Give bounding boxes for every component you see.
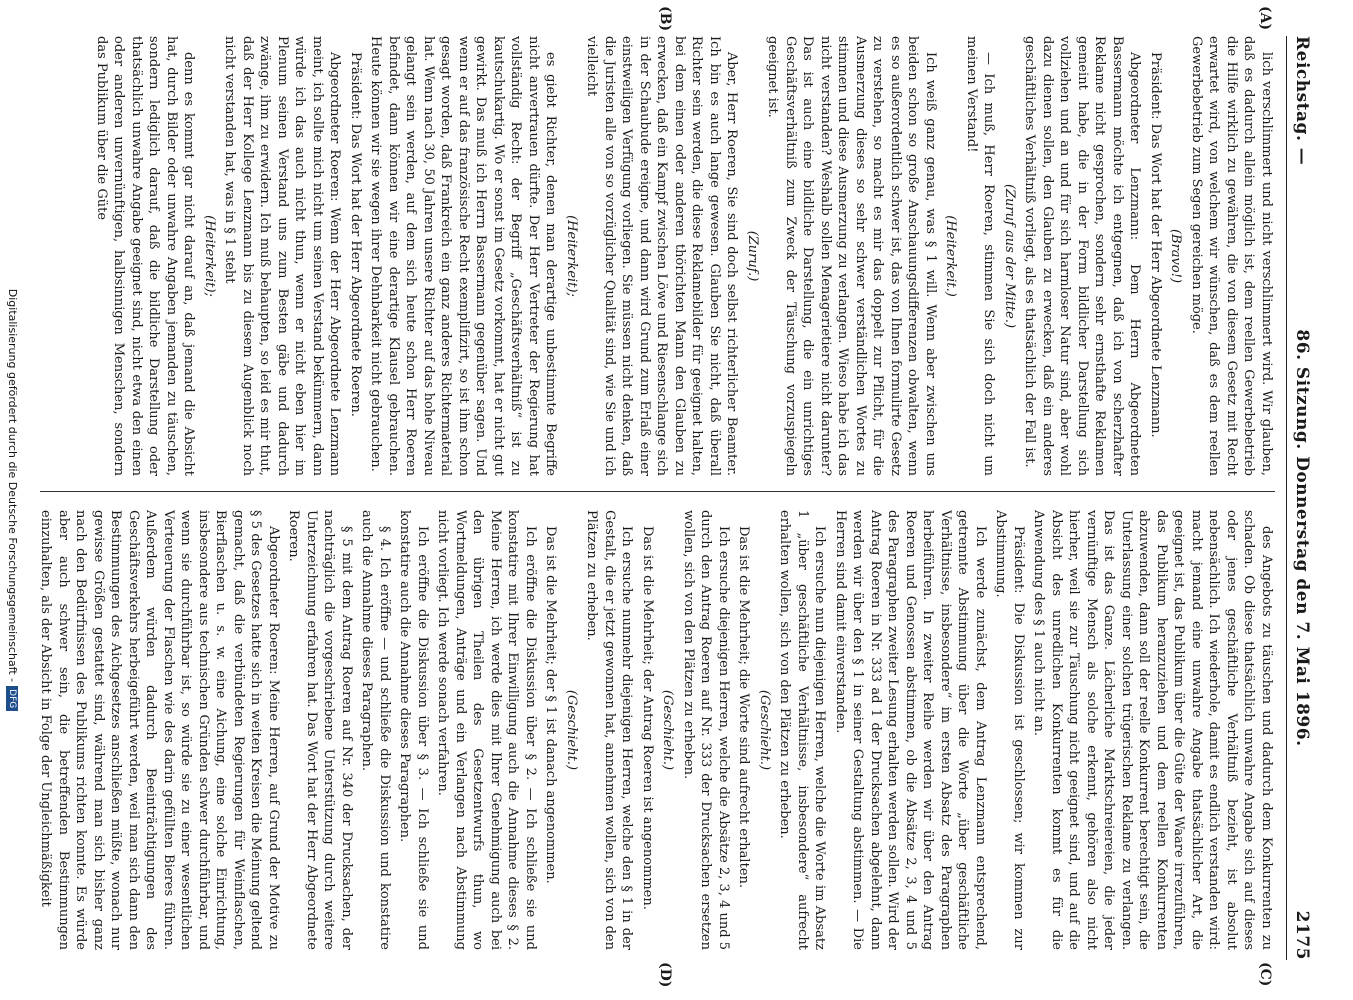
stage-direction: (Bravo!) [1168,228,1184,284]
dfg-logo: DFG [6,686,18,711]
stage-direction: (Heiterkeit.) [943,215,959,297]
paragraph: Präsident: Die Diskussion ist geschlossen; wir kommen zur Abstimmung. [993,510,1026,950]
digitization-credit [6,0,19,1000]
paragraph: lich verschlimmert und nicht verschlimmert wird. Wir glauben, daß es dadurch allein möglich ist, dem reellen Gewerbebetrieb die Hilfe wirklich zu gewähren, die von diesem Gesetz mit Recht erwartet wird, von welchem wir wünschen, daß es dem reellen Gewerbebetrieb zum Segen gereichen möge. [1189,36,1274,476]
stage-direction: (Zuruf aus der Mitte.) [1002,183,1017,329]
paragraph: Das ist die Mehrheit; der § 1 ist danach angenommen. [543,526,559,884]
stage-direction: (Geschieht.) [660,689,676,771]
paragraph: Ich eröffne die Diskussion über § 3. — Ich schließe sie und konstatire auch die Annahme dieses Paragraphen. [397,510,430,950]
header-left: Reichstag. — [1292,36,1312,166]
right-column [30,510,1275,950]
page-header [1286,36,1317,960]
margin-marker-c: (C) [1257,962,1273,987]
paragraph: § 4. Ich eröffne — und schließe die Diskussion und konstatire auch die Annahme dieses Paragraphen. [359,510,392,950]
header-title: 86. Sitzung. Donnerstag den 7. Mai 1896. [1292,329,1312,747]
stage-direction: (Heiterkeit); [202,215,217,297]
paragraph: Ich ersuche nun diejenigen Herren, welche die Worte im Absatz 1 „über geschäftliche Verhältnisse, insbesondere“ aufrecht erhalten wollen, sich von den Plätzen zu erheben. [777,510,828,950]
paragraph: § 5 mit dem Antrag Roeren auf Nr. 340 der Drucksachen, der nachträglich die vorgeschriebene Unterstützung durch weitere Unterzeichnung erfahren hat. Das Wort hat der Herr Abgeordnete Roeren. [286,510,354,950]
paragraph: es giebt Richter, denen man derartige unbestimmte Begriffe nicht anvertrauen dürfte. Der Herr Vertreter der Regierung hat vollständig Recht: der Begriff „Geschäftsverhältniß“ ist zu kautschukartig. Wo er sonst im Gesetz vorkommt, hat er nicht gut gewirkt. Das muß ich Herrn Bassermann gegenüber sagen. Und wenn er auf das französische Recht exemplifizirt, so ist ihm schon gesagt worden, daß Frankreich ein ganz anderes Richtermaterial hat. Wenn nach 30, 50 Jahren unsere Richter auf das hohe Niveau gelangt sein werden, auf dem sich heute schon Herr Roeren befindet, dann können wir eine derartige Klausel gebrauchen. Heute können wir sie wegen ihrer Dehnbarkeit nicht gebrauchen. [368,36,559,476]
column-divider [40,491,1275,492]
credit-text: Digitalisierung gefördert durch die Deutsche Forschungsgemeinschaft - [6,288,19,683]
stage-direction: (Geschieht.) [757,689,772,771]
paragraph: Ich werde zunächst, dem Antrag Lenzmann entsprechend, getrennte Abstimmung über die Worte „über geschäftliche Verhältnisse, insbesondere“ im ersten Absatz des Paragraphen herbeiführen. In zweiter Reihe werden wir über den Antrag Roeren und Genossen abstimmen, ob die Absätze 2, 3, 4 und 5 des Paragraphen zweiter Lesung erhalten werden sollen. Wird der Antrag Roeren in Nr. 333 ad 1 der Drucksachen abgelehnt, dann werden wir über den § 1 in seiner Gestaltung abstimmen. — Die Herren sind damit einverstanden. [833,510,988,950]
paragraph: Präsident: Das Wort hat der Herr Abgeordnete Lenzmann. [1148,52,1163,438]
paragraph: Ich ersuche nunmehr diejenigen Herren, welche den § 1 in der Gestalt, die er jetzt gewonnen hat, annehmen wollen, sich von den Plätzen zu erheben. [584,510,635,950]
paragraph: Das ist die Mehrheit; der Antrag Roeren ist angenommen. [640,526,655,910]
paragraph: Präsident: Das Wort hat der Herr Abgeordnete Roeren. [348,52,363,417]
paragraph: Ich weiß ganz genau, was § 1 will. Wenn aber zwischen uns beiden schon so große Anschauungsdifferenzen obwalten, wenn es so außerordentlich schwer ist, das von Ihnen formulirte Gesetz zu verstehen, so macht es mir das doppelt zur Pflicht, für die Ausmerzung dieses so sehr schwer verständlichen Wortes zu stimmen und diese Ausmerzung zu verlangen. Wieso habe ich das nicht verstanden? Weshalb sollen Menagerietiere nicht darunter? Das ist auch eine bildliche Darstellung, die ein unrichtiges Geschäftsverhältniß zum Zweck der Täuschung vorzuspiegeln geeignet ist. [765,36,938,476]
margin-marker-b: (B) [657,6,673,32]
paragraph: Abgeordneter Roeren: Wenn der Herr Abgeordnete Lenzmann meint, ich sollte mich nicht um seinen Verstand bekümmern, dann würde ich das auch nicht thun, wenn er nicht eben hier im Plenum seinen Verstand uns zum Besten gäbe und dadurch zwänge, ihm zu erwidern. Ich muß behaupten, so leid es mir thut, daß der Herr Kollege Lenzmann bis zu diesem Augenblick noch nicht verstanden hat, was in § 1 steht [222,36,343,476]
stage-direction: (Geschieht.) [564,689,579,771]
paragraph: Ich ersuche diejenigen Herren, welche die Absätze 2, 3, 4 und 5 durch den Antrag Roeren auf Nr. 333 der Drucksachen ersetzen wollen, sich von den Plätzen zu erheben. [681,510,731,950]
paragraph: Das ist die Mehrheit; die Worte sind aufrecht erhalten. [736,526,752,889]
paragraph: des Angebots zu täuschen und dadurch dem Konkurrenten zu schaden. Ob diese thatsächlich unwahre Angabe sich auf dieses oder jenes geschäftliche Verhältniß bezieht, ist absolut nebensächlich. Ich wiederhole, damit es endlich verstanden wird: macht jemand eine unwahre Angabe thatsächlicher Art, die geeignet ist, das Publikum über die Güte der Waare irrezuführen, das Publikum heranzuziehen und dem reellen Konkurrenten abzuwenden, dann soll der reelle Konkurrent berechtigt sein, die Unterlassung einer solchen trügerischen Reklame zu verlangen. Das ist das Ganze. Lächerliche Marktschreiereien, die jeder vernünftige Mensch als solche erkennt, gehören also nicht hierher, weil sie zur Täuschung nicht geeignet sind, und auf die Absicht des unredlichen Konkurrenten kommt es für die Anwendung des § 1 auch nicht an. [1031,510,1274,950]
margin-marker-a: (A) [1257,6,1273,31]
paragraph: denn es kommt gar nicht darauf an, daß jemand die Absicht hat, durch Bilder oder unwahre Angaben jemanden zu täuschen, sondern lediglich darauf, daß die bildliche Darstellung oder thatsächlich unwahre Angabe geeignet sind, nicht etwa den einen oder anderen unvernünftigen, halbsinnigen Menschen, sondern das Publikum über die Güte [94,36,197,476]
page-number: 2175 [1292,910,1312,960]
paragraph: Abgeordneter Lenzmann: Dem Herrn Abgeordneten Bassermann möchte ich entgegnen, daß ich von scherzhafter Reklame nicht gesprochen, sondern sehr ernsthafte Reklamen gemeint habe, die in der Form bildlicher Darstellung sich vollziehen und an und für sich harmloser Natur sind, aber wohl dazu dienen sollen, den Glauben zu erwecken, daß ein anderes geschäftliches Verhältniß vorliegt, als es thatsächlich der Fall ist. [1022,36,1143,476]
stage-direction: (Zuruf.) [745,230,760,282]
margin-marker-d: (D) [657,962,673,988]
paragraph: Abgeordneter Roeren: Meine Herren, auf Grund der Motive zu § 5 des Gesetzes hatte sich in weiten Kreisen die Meinung geltend gemacht, daß die verbündeten Regierungen für Weinflaschen, Bierflaschen u. s. w. eine Aichung, eine solche Einrichtung, insbesondere aus technischen Gründen schwer durchführbar, und wenn sie durchführbar ist, so würde sie zu einer wesentlichen Verteuerung der Flaschen wie des darin gefüllten Bieres führen. Außerdem würden dadurch Beeinträchtigungen des Geschäftsverkehrs herbeigeführt werden, weil man sich dann den Bestimmungen des Aichgesetzes anschließen müßte, wonach nur gewisse Größen gestattet sind, während man sich bisher ganz nach den Bedürfnissen des Publikums richten konnte. Es würde aber auch schwer sein, die betreffenden Bestimmungen einzuhalten, als der Absicht in Folge der Ungleichmäßigkeit [38,510,281,950]
stage-direction: (Heiterkeit); [564,215,579,297]
paragraph: Ich eröffne die Diskussion über § 2. — Ich schließe sie und konstatire mit Ihrer Einwilligung auch die Annahme dieses § 2. Meine Herren, ich werde dies mit Ihrer Genehmigung auch bei den übrigen Theilen des Gesetzentwurfs thun, wo Wortmeldungen, Anträge und ein Verlangen nach Abstimmung nicht vorliegt. Ich werde sonach verfahren. [435,510,538,950]
paragraph: Aber, Herr Roeren, Sie sind doch selbst richterlicher Beamter. Ich bin es auch lange gewesen. Glauben Sie nicht, daß überall Richter sein werden, die diese Reklamebilder für geeignet halten, bei dem einen oder anderen thörichten Mann den Glauben zu erwecken, daß ein Kampf zwischen Löwe und Riesenschlange sich in der Schaubude ereigne, und dann wird Grund zum Erlaß einer einstweiligen Verfügung vorliegen. Sie müssen nicht denken, daß die Juristen alle von so vorzüglicher Qualität sind, wie Sie und ich vielleicht [584,36,740,476]
left-column [30,36,1275,476]
paragraph: — Ich muß, Herr Roeren, stimmen Sie sich doch nicht um meinen Verstand! [964,36,997,476]
